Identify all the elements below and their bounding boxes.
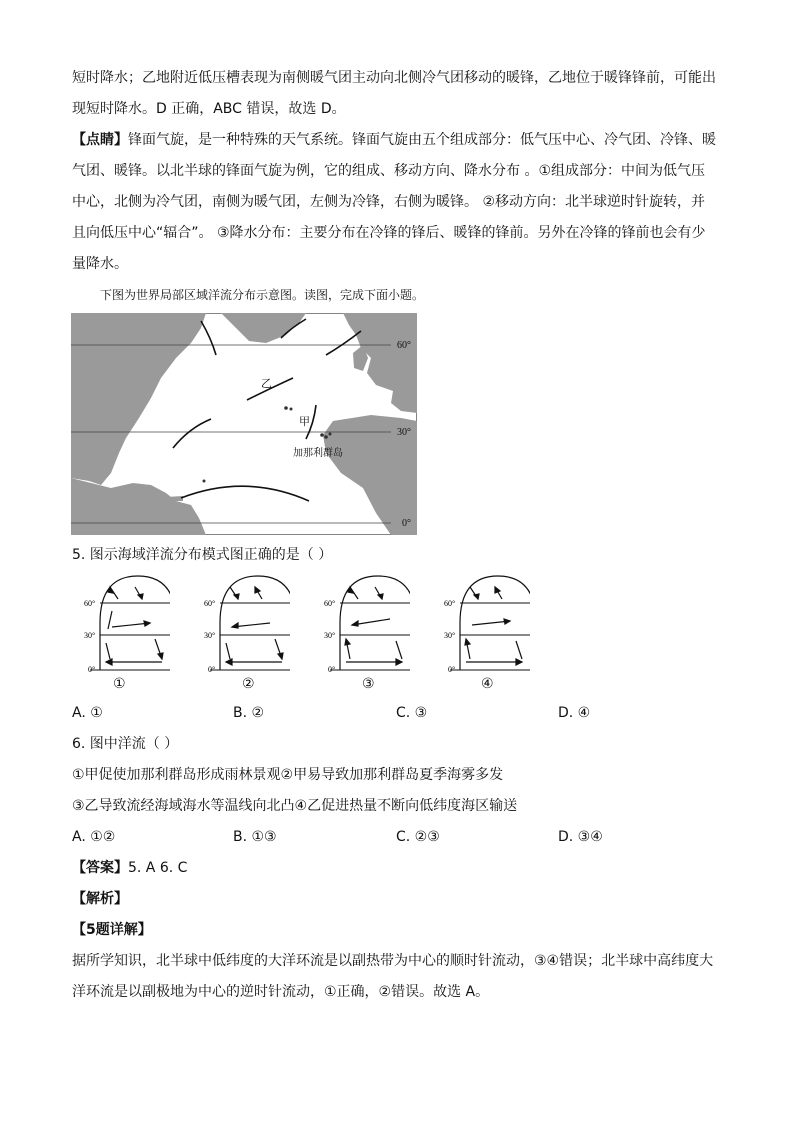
- q6-option-c[interactable]: C. ②③: [396, 829, 440, 845]
- diag1-lat0: 0°: [88, 665, 96, 673]
- map-lat-30: 30°: [397, 427, 411, 438]
- diag3-lat30: 30°: [324, 631, 336, 640]
- q5-option-b[interactable]: B. ②: [233, 705, 265, 721]
- model-diagram-1: [70, 573, 170, 673]
- diag2-lat30: 30°: [204, 631, 216, 640]
- question-6: 6. 图中洋流（ ）: [72, 736, 179, 752]
- text-line-7: 量降水。: [72, 256, 128, 272]
- text-line-4: 气团、暖锋。以北半球的锋面气旋为例，它的组成、移动方向、降水分布 。①组成部分：中间为低气压: [72, 163, 705, 179]
- diag3-lat0: 0°: [328, 665, 336, 673]
- answer-text: 5. A 6. C: [128, 860, 188, 876]
- q6-option-d[interactable]: D. ③④: [558, 829, 603, 845]
- text-line-3: [72, 130, 716, 150]
- text-line-1: 短时降水；乙地附近低压槽表现为南侧暖气团主动向北侧冷气团移动的暖锋，乙地位于暖锋锋前，可能出: [72, 70, 716, 86]
- question-6-statement-1: ①甲促使加那利群岛形成雨林景观②甲易导致加那利群岛夏季海雾多发: [72, 767, 504, 783]
- diag4-lat60: 60°: [444, 599, 456, 608]
- diagram-label-2: ②: [242, 676, 255, 692]
- diag1-lat60: 60°: [84, 599, 96, 608]
- map-lat-0: 0°: [402, 518, 411, 529]
- diag4-lat0: 0°: [448, 665, 456, 673]
- q6-option-a[interactable]: A. ①②: [72, 829, 116, 845]
- model-diagram-3: [310, 573, 410, 673]
- figure-intro: 下图为世界局部区域洋流分布示意图。读图，完成下面小题。: [100, 288, 425, 302]
- analysis-heading: 【解析】: [72, 891, 128, 907]
- diagram-label-4: ④: [481, 676, 494, 692]
- map-label-canary: 加那利群岛: [293, 448, 343, 459]
- q6-option-b[interactable]: B. ①③: [233, 829, 277, 845]
- question-5: 5. 图示海域洋流分布模式图正确的是（ ）: [72, 547, 333, 563]
- diag4-lat30: 30°: [444, 631, 456, 640]
- diag3-lat60: 60°: [324, 599, 336, 608]
- diag2-lat0: 0°: [208, 665, 216, 673]
- diagram-label-3: ③: [362, 676, 375, 692]
- diagram-label-1: ①: [113, 676, 126, 692]
- text-line-6: 且向低压中心“辐合”。 ③降水分布：主要分布在冷锋的锋后、暖锋的锋前。另外在冷锋的锋前也会有少: [72, 225, 706, 241]
- tip-tag: 【点睛】: [72, 132, 128, 148]
- ocean-current-map: [71, 313, 417, 535]
- model-diagram-4: [430, 573, 530, 673]
- detail-heading: 【5题详解】: [72, 922, 152, 938]
- answer-tag: 【答案】: [72, 860, 128, 876]
- text-line-2: 现短时降水。D 正确，ABC 错误，故选 D。: [72, 101, 346, 117]
- q5-option-d[interactable]: D. ④: [558, 705, 591, 721]
- question-6-statement-2: ③乙导致流经海域海水等温线向北凸④乙促进热量不断向低纬度海区输送: [72, 798, 518, 814]
- map-lat-60: 60°: [397, 340, 411, 351]
- detail-line-2: 洋环流是以副极地为中心的逆时针流动，①正确，②错误。故选 A。: [72, 984, 490, 1000]
- diag2-lat60: 60°: [204, 599, 216, 608]
- q5-option-a[interactable]: A. ①: [72, 705, 103, 721]
- diag1-lat30: 30°: [84, 631, 96, 640]
- map-label-jia: 甲: [299, 415, 310, 428]
- answer-line: [72, 858, 187, 878]
- detail-line-1: 据所学知识，北半球中低纬度的大洋环流是以副热带为中心的顺时针流动，③④错误；北半球中高纬度大: [72, 953, 714, 969]
- map-label-yi: 乙: [261, 377, 272, 390]
- tip-text: 锋面气旋，是一种特殊的天气系统。锋面气旋由五个组成部分：低气压中心、冷气团、冷锋、暖: [128, 132, 716, 148]
- model-diagram-2: [190, 573, 290, 673]
- q5-option-c[interactable]: C. ③: [396, 705, 428, 721]
- text-line-5: 中心，北侧为冷气团，南侧为暖气团，左侧为冷锋，右侧为暖锋。 ②移动方向：北半球逆时针旋转，并: [72, 194, 705, 210]
